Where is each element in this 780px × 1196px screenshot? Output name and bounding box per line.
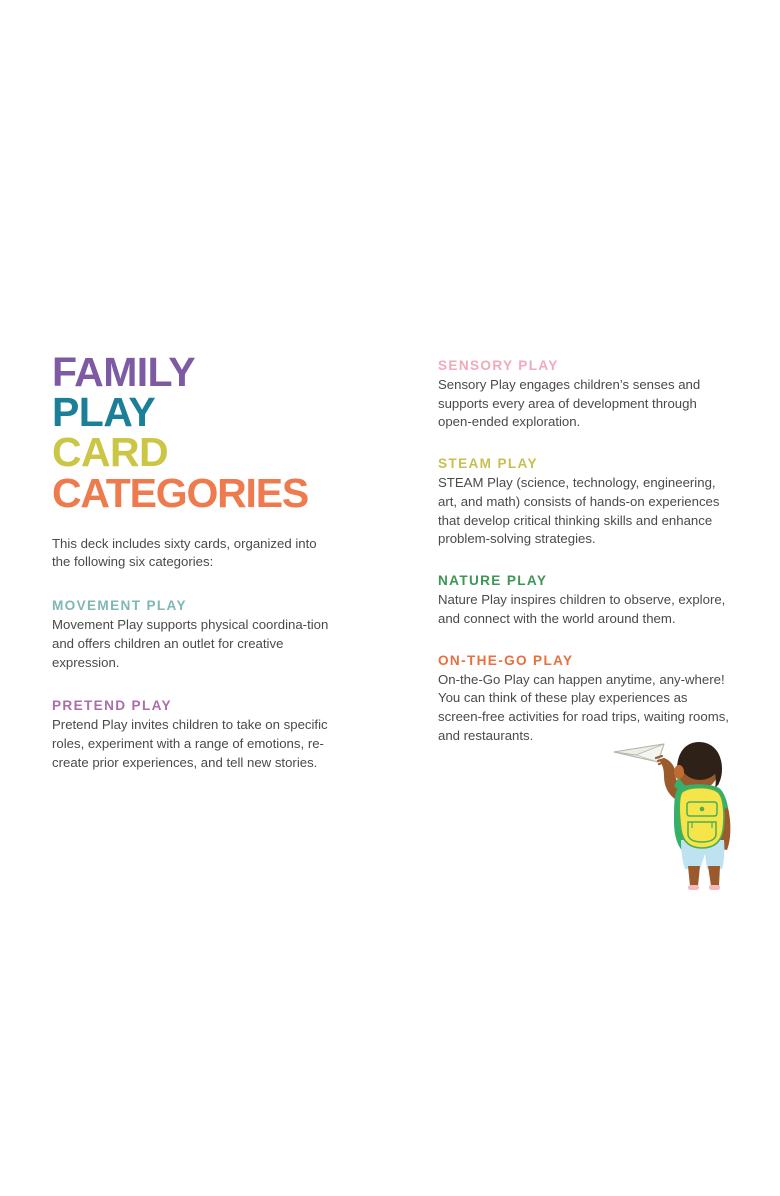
title-line-play: PLAY [52, 389, 156, 436]
shoe-right [709, 885, 720, 890]
backpack-pocket-stud [700, 807, 705, 812]
category-pretend-play [52, 698, 352, 772]
child-with-paper-airplane-illustration [612, 736, 762, 892]
right-column [438, 358, 734, 770]
shoe-left [688, 885, 699, 890]
category-body-sensory-play: Sensory Play engages children’s senses and supports every area of development through open-ended exploration. [438, 377, 701, 430]
title-line-card: CARD [52, 429, 169, 476]
category-sensory-play [438, 358, 734, 432]
title-line-categories: CATEGORIES [52, 469, 309, 516]
category-body-movement-play: Movement Play supports physical coordina-tion and offers children an outlet for creative expression. [52, 617, 329, 670]
paper-airplane-icon [614, 744, 664, 762]
leg-right [708, 866, 720, 886]
category-body-nature-play: Nature Play inspires children to observe, explore, and connect with the world around them. [438, 592, 726, 626]
category-heading-movement-play: MOVEMENT PLAY [52, 598, 187, 614]
category-on-the-go-play [438, 653, 734, 746]
category-nature-play [438, 573, 734, 628]
category-body-pretend-play: Pretend Play invites children to take on specific roles, experiment with a range of emotions, re-create prior experiences, and tell new stories. [52, 717, 328, 770]
category-body-on-the-go-play: On-the-Go Play can happen anytime, any-where! You can think of these play experiences as screen-free activities for road trips, waiting rooms, and restaurants. [438, 671, 729, 743]
left-column [52, 349, 352, 773]
category-heading-pretend-play: PRETEND PLAY [52, 698, 172, 714]
child-with-paper-airplane-icon [612, 736, 762, 892]
category-steam-play [438, 456, 734, 549]
backpack [679, 788, 724, 848]
category-heading-steam-play: STEAM PLAY [438, 456, 538, 472]
intro-paragraph: This deck includes sixty cards, organized into the following six categories: [52, 535, 317, 570]
category-heading-on-the-go-play: ON-THE-GO PLAY [438, 652, 574, 668]
category-body-steam-play: STEAM Play (science, technology, engineering, art, and math) consists of hands-on experiences that develop critical thinking skills and enhance problem-solving strategies. [438, 475, 720, 547]
ear [674, 765, 684, 779]
category-heading-sensory-play: SENSORY PLAY [438, 358, 559, 373]
title-line-family: FAMILY [52, 349, 195, 395]
category-movement-play [52, 598, 352, 672]
page-title [52, 349, 352, 516]
category-heading-nature-play: NATURE PLAY [438, 573, 548, 589]
leg-left [688, 866, 700, 886]
